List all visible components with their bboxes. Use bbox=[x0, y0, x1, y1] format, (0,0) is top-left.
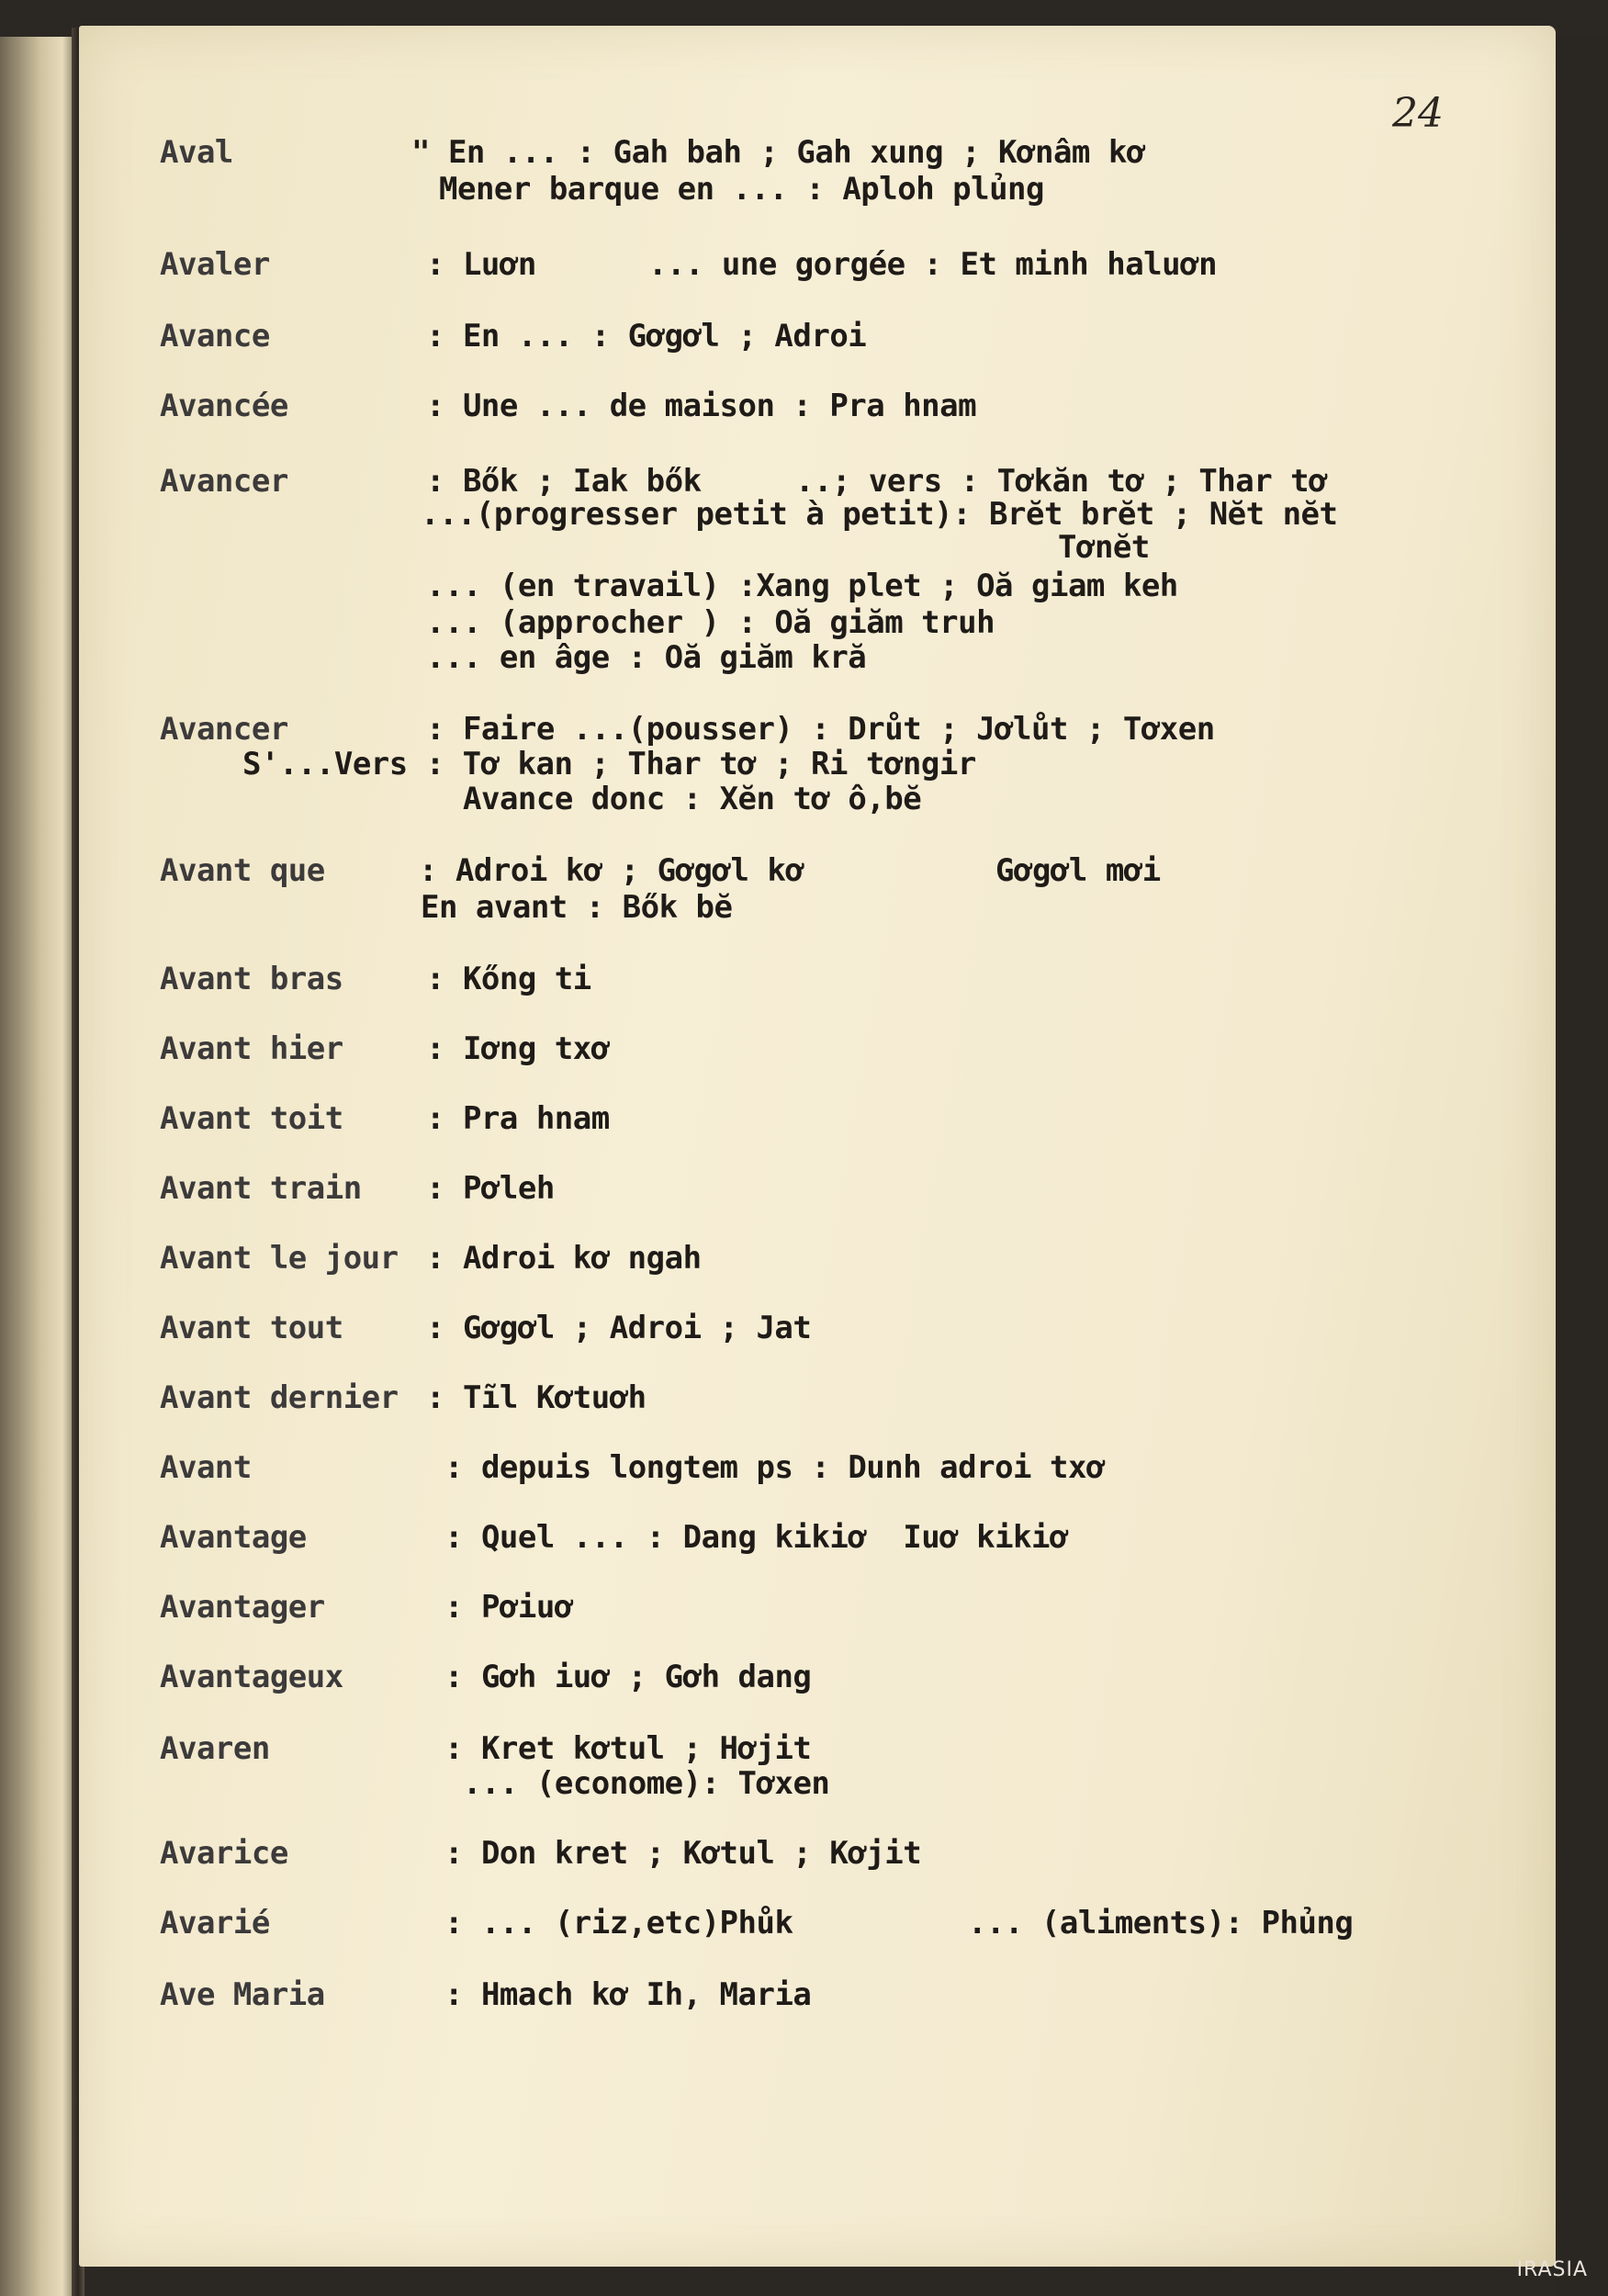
entry-definition: : Kőng ti bbox=[426, 961, 591, 997]
entry-definition: : Une ... de maison : Pra hnam bbox=[426, 388, 977, 424]
entry-definition: : Bők ; Iak bők bbox=[426, 463, 702, 500]
entry-definition: ...(progresser petit à petit): Brĕt brĕt ; Nĕt nĕt bbox=[421, 496, 1338, 533]
entry-headword: Avant toit bbox=[160, 1100, 343, 1137]
entry-headword: Avant hier bbox=[160, 1030, 343, 1067]
entry-headword: Avancer bbox=[160, 463, 288, 500]
entry-headword: Avarice bbox=[160, 1835, 288, 1872]
entry-definition: Gơgơl mơi bbox=[995, 852, 1161, 889]
entry-definition: : Adroi kơ ngah bbox=[426, 1240, 702, 1277]
entry-definition: : Luơn bbox=[426, 246, 536, 283]
entry-headword: Avant tout bbox=[160, 1310, 343, 1346]
entry-headword: Avant train bbox=[160, 1170, 362, 1207]
right-background bbox=[1556, 37, 1608, 2296]
entry-headword: Avancée bbox=[160, 388, 288, 424]
entry-headword: Ave Maria bbox=[160, 1976, 325, 2013]
entry-definition: ... une gorgée : Et minh haluơn bbox=[648, 246, 1218, 283]
entry-headword: Avant bras bbox=[160, 961, 343, 997]
entry-definition: : Pơleh bbox=[426, 1170, 555, 1207]
entry-headword: Avaren bbox=[160, 1730, 270, 1767]
entry-definition: : Kret kơtul ; Hơjit bbox=[444, 1730, 812, 1767]
entry-headword: Avance bbox=[160, 318, 270, 355]
entry-definition: S'...Vers : Tơ kan ; Thar tơ ; Ri tơngir bbox=[242, 746, 976, 782]
entry-headword: Avantage bbox=[160, 1519, 307, 1556]
entry-headword: Aval bbox=[160, 134, 233, 171]
entry-definition: ... (approcher ) : Oă giăm truh bbox=[426, 604, 995, 641]
entry-definition: : Quel ... : Dang kikiơ Iuơ kikiơ bbox=[444, 1519, 1068, 1556]
entry-definition: : Don kret ; Kơtul ; Kơjit bbox=[444, 1835, 922, 1872]
entry-headword: Avaler bbox=[160, 246, 270, 283]
entry-definition: : Adroi kơ ; Gơgơl kơ bbox=[419, 852, 804, 889]
page-number: 24 bbox=[1392, 90, 1444, 137]
entry-definition: ... (econome): Tơxen bbox=[463, 1765, 830, 1802]
entry-headword: Avancer bbox=[160, 711, 288, 748]
entry-definition: En avant : Bők bĕ bbox=[421, 889, 733, 926]
entry-headword: Avant le jour bbox=[160, 1240, 399, 1277]
entry-headword: Avantageux bbox=[160, 1659, 343, 1695]
entry-definition: : Gơh iuơ ; Gơh dang bbox=[444, 1659, 812, 1695]
entry-definition: : depuis longtem ps : Dunh adroi txơ bbox=[444, 1449, 1105, 1486]
entry-headword: Avant dernier bbox=[160, 1379, 399, 1416]
entry-definition: Tơnĕt bbox=[1058, 529, 1150, 566]
entry-definition: ..; vers : Tơkăn tơ ; Thar tơ bbox=[795, 463, 1328, 500]
entry-headword: Avantager bbox=[160, 1589, 325, 1626]
entry-definition: : Gơgơl ; Adroi ; Jat bbox=[426, 1310, 812, 1346]
entry-headword: Avant bbox=[160, 1449, 252, 1486]
watermark-logo: IRASIA bbox=[1516, 2258, 1588, 2281]
entry-definition: " En ... : Gah bah ; Gah xung ; Kơnâm kơ bbox=[411, 134, 1145, 171]
entry-definition: ... en âge : Oă giăm kră bbox=[426, 639, 867, 676]
entry-definition: : Tĩl Kơtuơh bbox=[426, 1379, 647, 1416]
typed-page bbox=[79, 26, 1556, 2267]
entry-definition: : En ... : Gơgơl ; Adroi bbox=[426, 318, 867, 355]
entry-definition: : Pra hnam bbox=[426, 1100, 610, 1137]
entry-headword: Avant que bbox=[160, 852, 325, 889]
entry-definition: Avance donc : Xĕn tơ ô,bĕ bbox=[463, 781, 922, 817]
dictionary-entries bbox=[79, 26, 1556, 2267]
entry-definition: : Faire ...(pousser) : Drůt ; Jơlůt ; Tơxen bbox=[426, 711, 1215, 748]
entry-definition: : ... (riz,etc)Phůk bbox=[444, 1905, 793, 1941]
entry-headword: Avarié bbox=[160, 1905, 270, 1941]
entry-definition: ... (en travail) :Xang plet ; Oă giam keh bbox=[426, 568, 1178, 604]
entry-definition: : Hmach kơ Ih, Maria bbox=[444, 1976, 812, 2013]
entry-definition: : Pơiuơ bbox=[444, 1589, 573, 1626]
entry-definition: Mener barque en ... : Aploh plủng bbox=[439, 171, 1045, 208]
entry-definition: ... (aliments): Phủng bbox=[968, 1905, 1354, 1941]
left-page-edge bbox=[0, 37, 73, 2296]
entry-definition: : Iơng txơ bbox=[426, 1030, 610, 1067]
